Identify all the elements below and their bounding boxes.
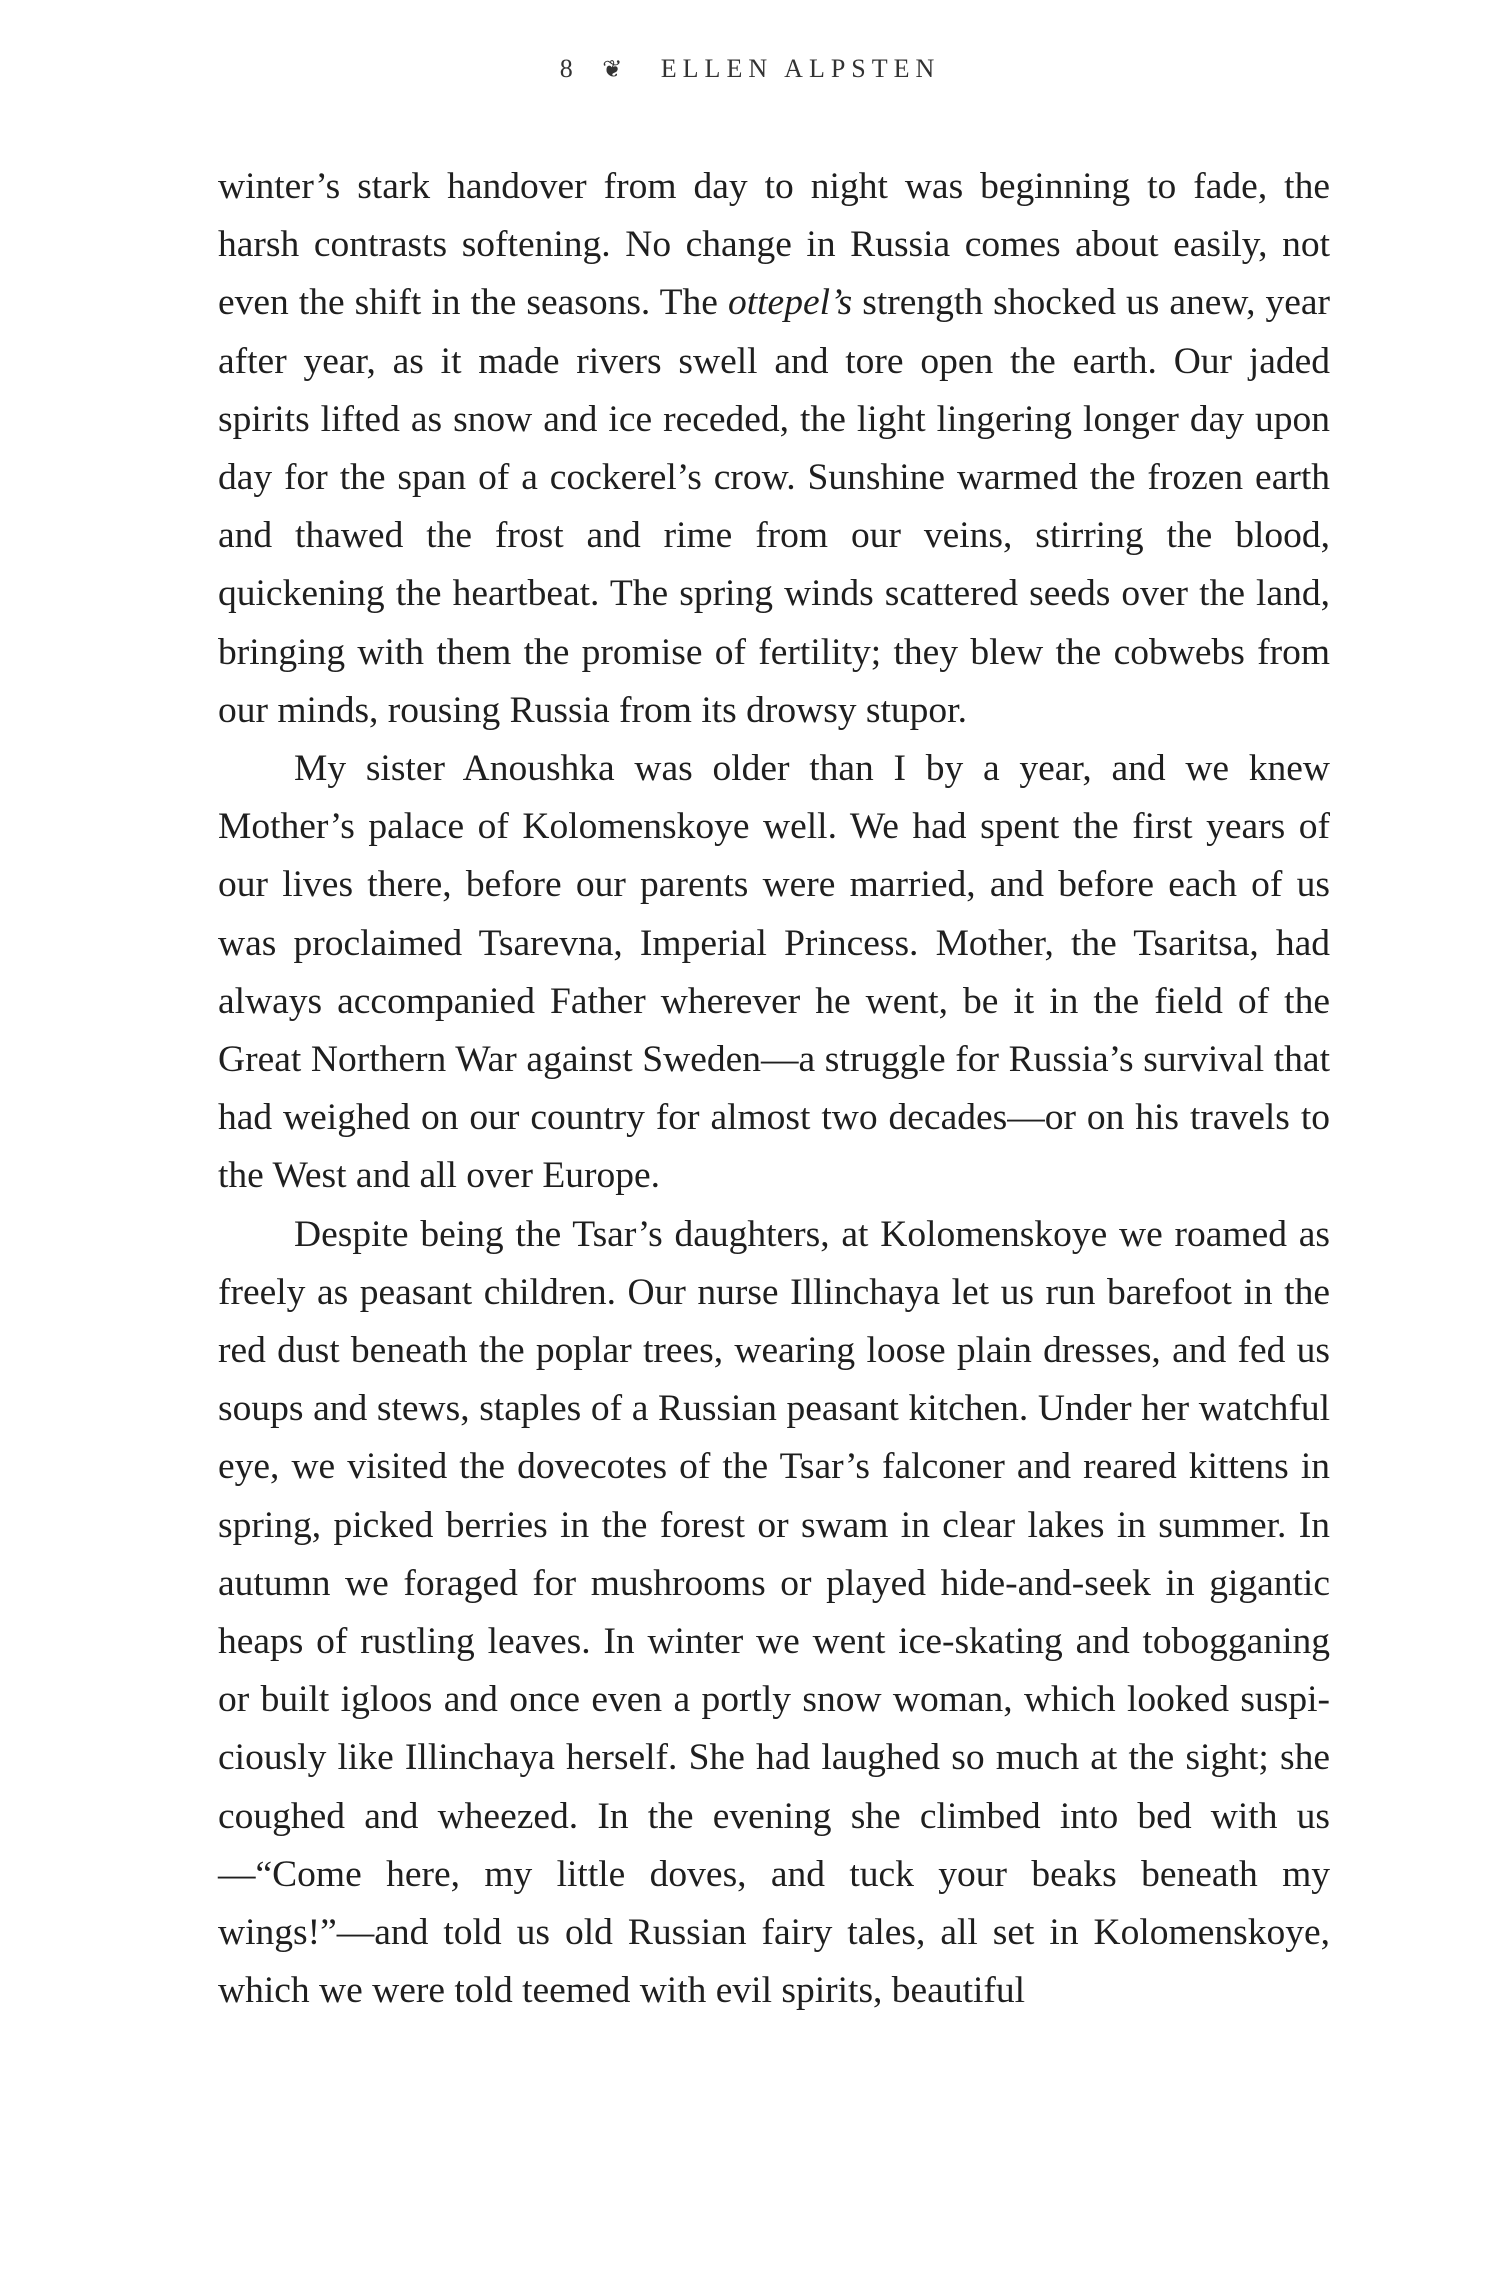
italic-term: ottepel’s: [727, 282, 853, 324]
paragraph-1: [218, 158, 1330, 740]
body-text: [218, 158, 1330, 2021]
fleuron-icon: ❦: [602, 56, 628, 83]
paragraph-3: Despite being the Tsar’s daughters, at Kolomenskoye we roamed as freely as peasant children. Our nurse Illinchaya let us run barefoot in the red dust beneath the poplar trees, wearing loose plain dresses, and fed us soups and stews, staples of a Russian peasant kitchen. Under her watchful eye, we visited the dovecotes of the Tsar’s falconer and reared kittens in spring, picked berries in the forest or swam in clear lakes in summer. In autumn we foraged for mushrooms or played hide-and-seek in gigantic heaps of rustling leaves. In winter we went ice-skating and tobogganing or built igloos and once even a portly snow woman, which looked suspiciously like Illinchaya herself. She had laughed so much at the sight; she coughed and wheezed. In the evening she climbed into bed with us—“Come here, my little doves, and tuck your beaks beneath my wings!”—and told us old Russian fairy tales, all set in Kolomenskoye, which we were told teemed with evil spirits, beautiful: [218, 1213, 1330, 2012]
paragraph-1-text-start: winter’s stark handover from day to night was beginning to fade, the harsh contrasts softening. No change in Russia comes about easily, not even the shift in the seasons. The: [218, 166, 1330, 324]
running-head: [0, 52, 1500, 84]
paragraph-1-text-end: strength shocked us anew, year after year, as it made rivers swell and tore open the earth. Our jaded spirits lifted as snow and ice receded, the light lingering longer day upon day for the span of a cockerel’s crow. Sunshine warmed the frozen earth and thawed the frost and rime from our veins, stirring the blood, quickening the heartbeat. The spring winds scattered seeds over the land, bringing with them the promise of fertility; they blew the cobwebs from our minds, rousing Russia from its drowsy stupor.: [218, 282, 1330, 731]
author-name: ELLEN ALPSTEN: [660, 54, 941, 84]
paragraph-2: My sister Anoushka was older than I by a year, and we knew Mother’s palace of Kolomenskoye well. We had spent the first years of our lives there, before our parents were married, and before each of us was proclaimed Tsarevna, Imperial Princess. Mother, the Tsaritsa, had always accompanied Father wherever he went, be it in the field of the Great Northern War against Sweden—a struggle for Russia’s survival that had weighed on our country for almost two decades—or on his travels to the West and all over Europe.: [218, 748, 1330, 1197]
page-number: 8: [559, 54, 573, 84]
